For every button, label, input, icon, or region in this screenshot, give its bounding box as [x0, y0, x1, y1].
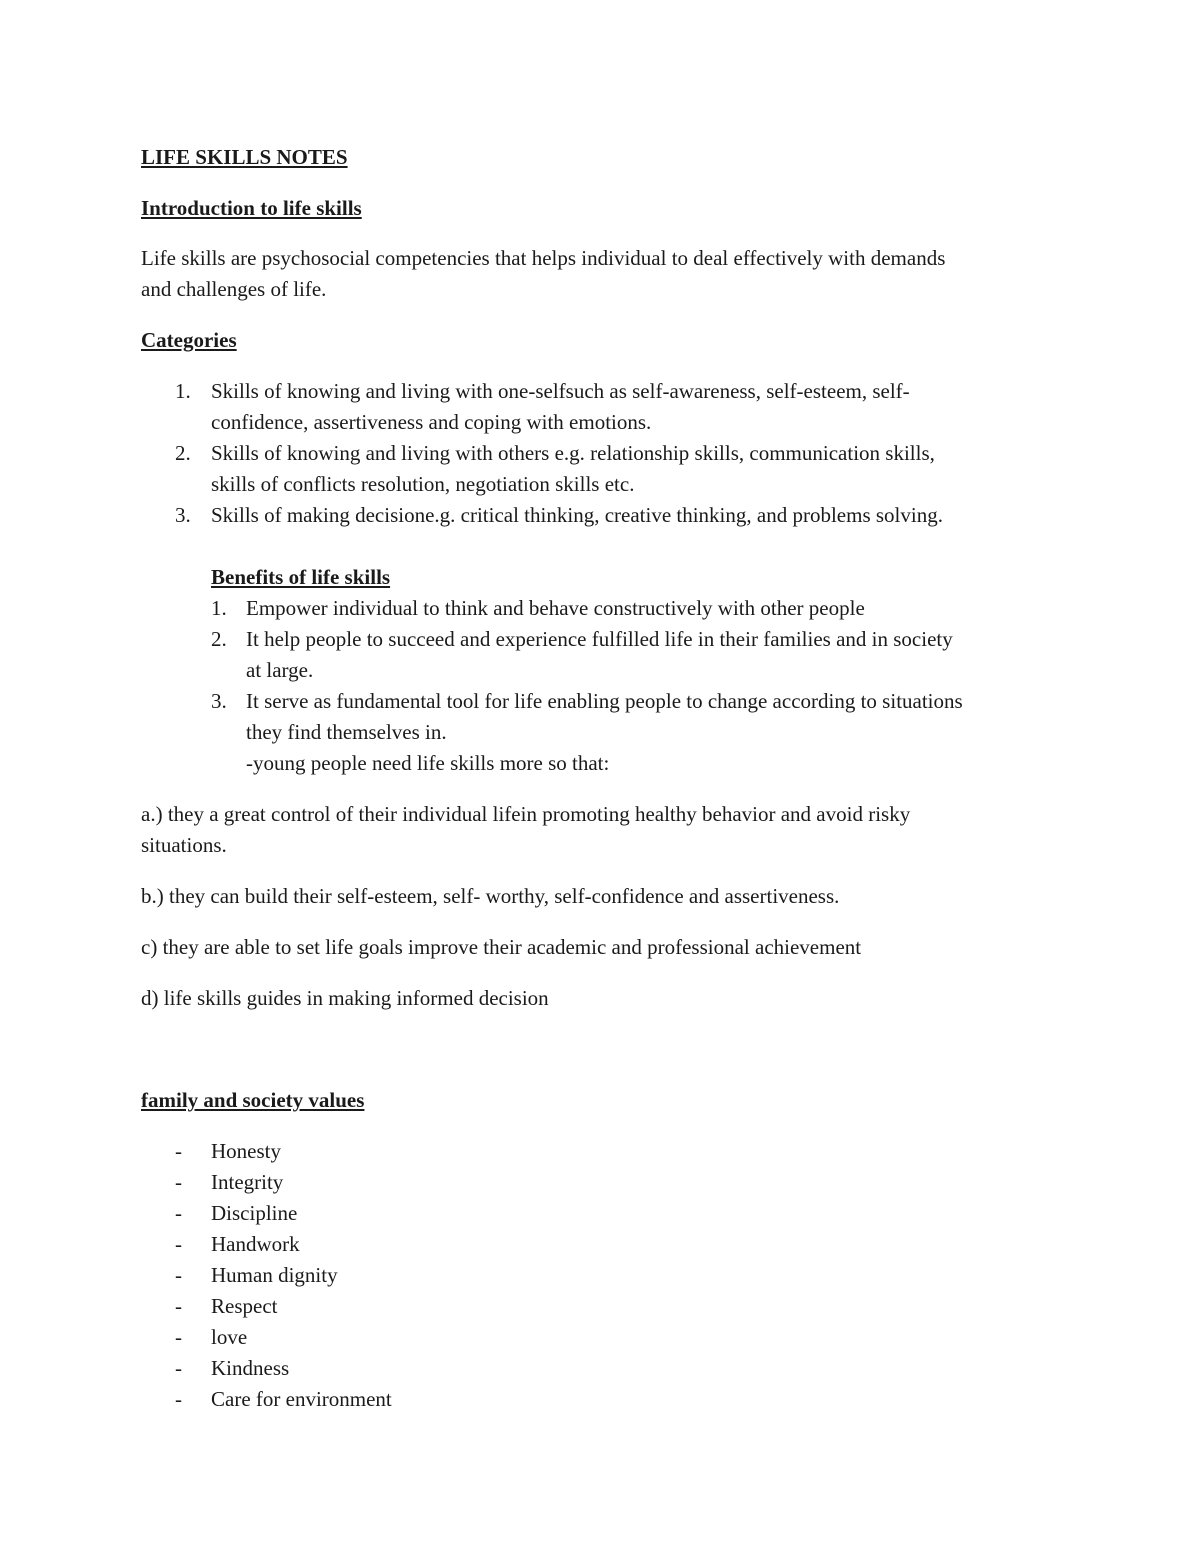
- intro-paragraph-line-1: Life skills are psychosocial competencies that helps individual to deal effectively with demands: [141, 246, 946, 270]
- intro-paragraph-line-2: and challenges of life.: [141, 277, 327, 301]
- value-item-care-for-environment: Care for environment: [211, 1387, 392, 1411]
- category-item-3-line-1: Skills of making decisione.g. critical thinking, creative thinking, and problems solving.: [211, 503, 943, 527]
- benefit-item-2-line-2: at large.: [246, 658, 314, 682]
- value-bullet: -: [175, 1139, 182, 1163]
- value-item-integrity: Integrity: [211, 1170, 284, 1194]
- benefit-item-1-number: 1.: [211, 596, 227, 620]
- value-bullet: -: [175, 1325, 182, 1349]
- category-item-1-line-2: confidence, assertiveness and coping with emotions.: [211, 410, 652, 434]
- value-bullet: -: [175, 1387, 182, 1411]
- benefit-item-1-line-1: Empower individual to think and behave constructively with other people: [246, 596, 865, 620]
- benefits-heading: Benefits of life skills: [211, 565, 391, 589]
- category-item-3-number: 3.: [175, 503, 191, 527]
- value-item-handwork: Handwork: [211, 1232, 300, 1256]
- value-bullet: -: [175, 1170, 182, 1194]
- value-bullet: -: [175, 1201, 182, 1225]
- value-item-human-dignity: Human dignity: [211, 1263, 338, 1287]
- value-bullet: -: [175, 1294, 182, 1318]
- value-item-respect: Respect: [211, 1294, 278, 1318]
- benefit-item-3-line-2: they find themselves in.: [246, 720, 447, 744]
- categories-heading: Categories: [141, 328, 237, 352]
- category-item-2-line-1: Skills of knowing and living with others e.g. relationship skills, communication skills,: [211, 441, 935, 465]
- reason-a-line-2: situations.: [141, 833, 227, 857]
- value-bullet: -: [175, 1263, 182, 1287]
- benefit-item-2-number: 2.: [211, 627, 227, 651]
- value-item-honesty: Honesty: [211, 1139, 281, 1163]
- category-item-1-line-1: Skills of knowing and living with one-selfsuch as self-awareness, self-esteem, self-: [211, 379, 910, 403]
- values-heading: family and society values: [141, 1088, 365, 1112]
- category-item-2-number: 2.: [175, 441, 191, 465]
- reason-c: c) they are able to set life goals improve their academic and professional achievement: [141, 935, 862, 959]
- benefit-item-3-line-1: It serve as fundamental tool for life enabling people to change according to situations: [246, 689, 963, 713]
- value-item-love: love: [211, 1325, 248, 1349]
- reason-d: d) life skills guides in making informed decision: [141, 986, 549, 1010]
- document-title: LIFE SKILLS NOTES: [141, 145, 348, 169]
- category-item-2-line-2: skills of conflicts resolution, negotiation skills etc.: [211, 472, 635, 496]
- value-bullet: -: [175, 1356, 182, 1380]
- intro-heading: Introduction to life skills: [141, 196, 362, 220]
- benefit-item-2-line-1: It help people to succeed and experience fulfilled life in their families and in society: [246, 627, 953, 651]
- value-bullet: -: [175, 1232, 182, 1256]
- benefit-item-3-line-3: -young people need life skills more so that:: [246, 751, 610, 775]
- reason-a-line-1: a.) they a great control of their individual lifein promoting healthy behavior and avoid risky: [141, 802, 911, 826]
- reason-b: b.) they can build their self-esteem, self- worthy, self-confidence and assertiveness.: [141, 884, 840, 908]
- value-item-discipline: Discipline: [211, 1201, 298, 1225]
- category-item-1-number: 1.: [175, 379, 191, 403]
- value-item-kindness: Kindness: [211, 1356, 290, 1380]
- benefit-item-3-number: 3.: [211, 689, 227, 713]
